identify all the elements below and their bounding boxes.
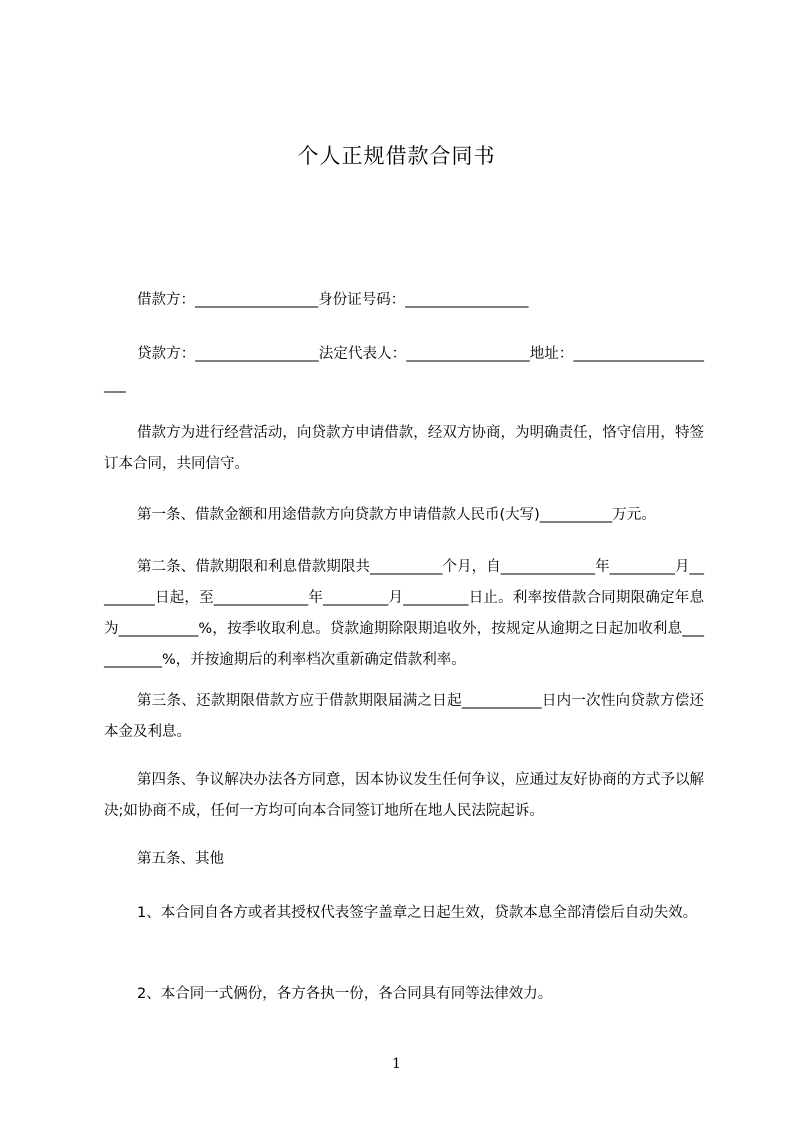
borrower-line: 借款方：_________________身份证号码：_________________ bbox=[137, 292, 529, 308]
article-2-paragraph: 第二条、借款期限和利息借款期限共__________个月，自_____________年_________月_________日起，至_____________年_________月_________日止。利率按借款合同期限确定年息为___________%，按季收取利息。贷款逾期除限期追收外，按规定从逾期之日起加收利息___________%，并按逾期后的利率档次重新确定借款利率。 bbox=[104, 559, 704, 668]
article-5-heading: 第五条、其他 bbox=[137, 851, 224, 867]
clause-1-paragraph: 1、本合同自各方或者其授权代表签字盖章之日起生效，贷款本息全部清偿后自动失效。 bbox=[137, 905, 698, 921]
article-3-paragraph: 第三条、还款期限借款方应于借款期限届满之日起___________日内一次性向贷款方偿还本金及利息。 bbox=[104, 693, 704, 740]
preamble-paragraph: 借款方为进行经营活动，向贷款方申请借款，经双方协商，为明确责任，恪守信用，特签订本合同，共同信守。 bbox=[104, 425, 704, 472]
clause-2-paragraph: 2、本合同一式俩份，各方各执一份，各合同具有同等法律效力。 bbox=[137, 986, 553, 1002]
article-1-paragraph: 第一条、借款金额和用途借款方向贷款方申请借款人民币(大写)__________万元。 bbox=[137, 507, 656, 523]
lender-line: 贷款方：_________________法定代表人：_________________地址：_____________________ bbox=[104, 346, 704, 393]
document-title: 个人正规借款合同书 bbox=[297, 144, 496, 168]
article-4-paragraph: 第四条、争议解决办法各方同意，因本协议发生任何争议，应通过友好协商的方式予以解决;如协商不成，任何一方均可向本合同签订地所在地人民法院起诉。 bbox=[104, 772, 704, 819]
page-number: 1 bbox=[392, 1056, 401, 1072]
